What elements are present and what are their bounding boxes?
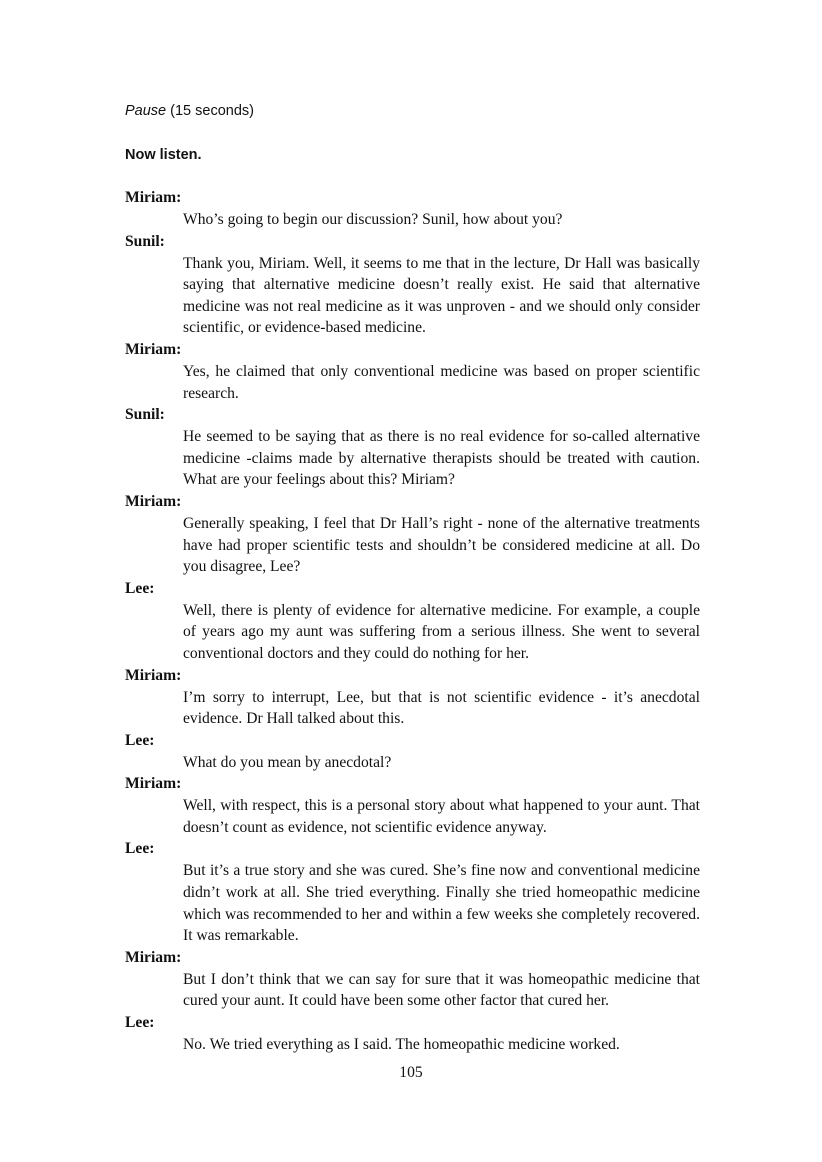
speaker-name: Miriam: — [125, 340, 182, 358]
speaker-name: Miriam: — [125, 189, 182, 206]
speaker-name: Sunil: — [125, 406, 165, 424]
speaker-name: Miriam: — [125, 948, 182, 966]
dialogue-turn — [125, 947, 700, 1012]
speaker-name: Lee: — [125, 840, 155, 858]
speech-text: Well, with respect, this is a personal story about what happened to your aunt. That doesn’t count as evidence, not scientific evidence anyway. — [183, 797, 700, 836]
dialogue-turn — [125, 491, 700, 578]
page-number: 105 — [399, 1064, 423, 1081]
dialogue-turn — [125, 838, 700, 946]
dialogue-turn — [125, 231, 700, 339]
speech-text: Well, there is plenty of evidence for alternative medicine. For example, a couple of years ago my aunt was suffering from a serious illness. She went to several conventional doctors and they could do nothing for her. — [183, 601, 700, 662]
speaker-name: Lee: — [125, 731, 155, 749]
speech-text: Generally speaking, I feel that Dr Hall’s right - none of the alternative treatments have had proper scientific tests and shouldn’t be considered medicine at all. Do you disagree, Lee? — [183, 514, 700, 576]
speech-text: But I don’t think that we can say for sure that it was homeopathic medicine that cured your aunt. It could have been some other factor that cured her. — [183, 970, 700, 1010]
now-listen-heading: Now listen. — [125, 147, 202, 163]
speech-text: What do you mean by anecdotal? — [183, 753, 392, 771]
speech-text: He seemed to be saying that as there is no real evidence for so-called alternative medicine -claims made by alternative therapists should be treated with caution. What are your feelings about this? Miriam? — [183, 428, 700, 489]
dialogue-turn — [125, 578, 700, 665]
dialogue-transcript — [125, 187, 700, 1056]
speaker-name: Miriam: — [125, 492, 182, 510]
dialogue-turn — [125, 773, 700, 838]
speech-text: No. We tried everything as I said. The homeopathic medicine worked. — [183, 1036, 620, 1054]
speaker-name: Miriam: — [125, 666, 182, 684]
dialogue-turn — [125, 1012, 700, 1056]
speaker-name: Miriam: — [125, 775, 182, 793]
pause-duration: (15 seconds) — [170, 103, 254, 119]
speaker-name: Lee: — [125, 579, 155, 597]
speech-text: Who’s going to begin our discussion? Sunil, how about you? — [183, 211, 563, 228]
pause-instruction — [125, 101, 254, 121]
dialogue-turn — [125, 339, 700, 404]
dialogue-turn — [125, 187, 700, 231]
speaker-name: Lee: — [125, 1014, 155, 1032]
speech-text: But it’s a true story and she was cured. She’s fine now and conventional medicine didn’t work at all. She tried everything. Finally she tried homeopathic medicine which was recommended to her and within a few weeks she completely recovered. It was remarkable. — [183, 862, 700, 945]
speech-text: I’m sorry to interrupt, Lee, but that is not scientific evidence - it’s anecdotal evidence. Dr Hall talked about this. — [183, 688, 700, 728]
speech-text: Thank you, Miriam. Well, it seems to me that in the lecture, Dr Hall was basically saying that alternative medicine doesn’t really exist. He said that alternative medicine was not real medicine as it was unproven - and we should only consider scientific, or evidence-based medicine. — [183, 254, 700, 337]
speaker-name: Sunil: — [125, 232, 165, 250]
dialogue-turn — [125, 665, 700, 730]
dialogue-turn — [125, 730, 700, 774]
speech-text: Yes, he claimed that only conventional medicine was based on proper scientific research. — [183, 362, 700, 402]
dialogue-turn — [125, 404, 700, 491]
pause-label: Pause — [125, 103, 167, 119]
